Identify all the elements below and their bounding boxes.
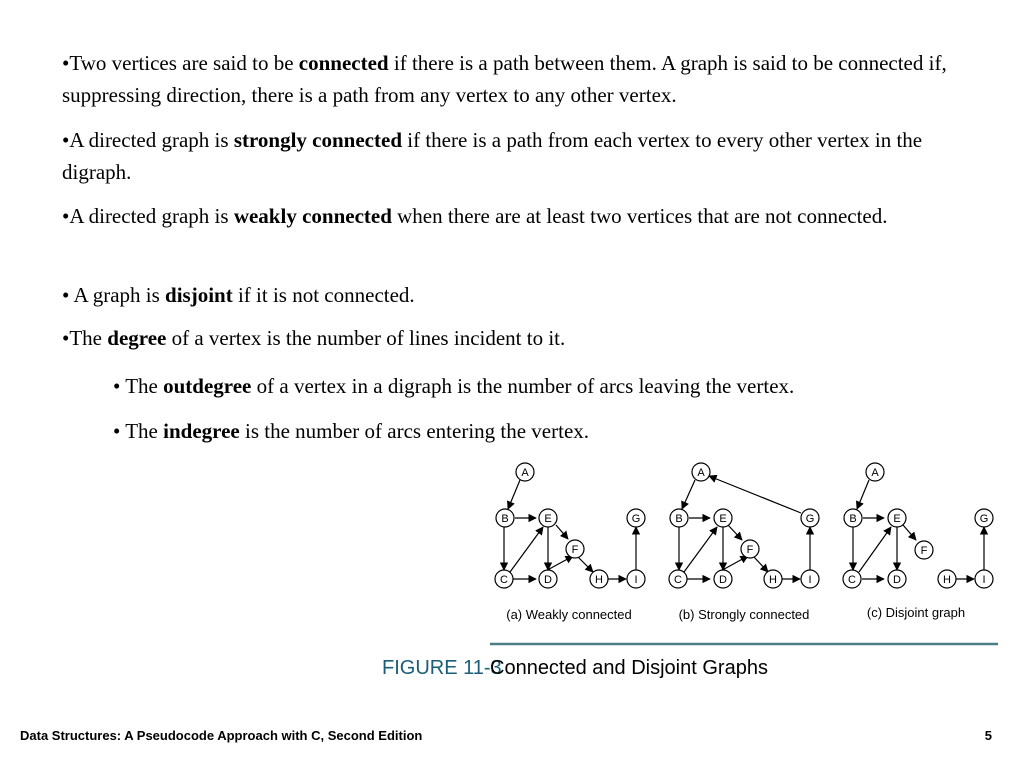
term-outdegree: outdegree — [163, 374, 252, 398]
vertex-label: E — [544, 513, 552, 525]
bullet-strongly-connected: •A directed graph is strongly connected if there is a path from each vertex to every other vertex in the digraph. — [62, 128, 923, 184]
vertex-label: F — [571, 544, 579, 556]
figure-connected-disjoint-graphs — [370, 455, 1010, 695]
vertex-label: A — [521, 467, 529, 479]
vertex-label: H — [769, 574, 777, 586]
vertex-label: I — [982, 574, 986, 586]
vertex-label: F — [920, 545, 928, 557]
footer-page-number: 5 — [984, 728, 992, 743]
vertex-label: G — [805, 513, 815, 525]
vertex-label: H — [943, 574, 951, 586]
bullet-weakly-connected: •A directed graph is weakly connected when there are at least two vertices that are not connected. — [62, 204, 888, 228]
vertex-label: D — [544, 574, 552, 586]
bullet-degree: •The degree of a vertex is the number of lines incident to it. — [62, 326, 566, 350]
vertex-label: C — [674, 574, 682, 586]
caption-disjoint-graph: (c) Disjoint graph — [866, 605, 966, 620]
term-degree: degree — [107, 326, 167, 350]
term-indegree: indegree — [163, 419, 240, 443]
vertex-label: D — [893, 574, 901, 586]
vertex-label: B — [675, 513, 683, 525]
vertex-label: A — [697, 467, 705, 479]
figure-title: Connected and Disjoint Graphs — [490, 657, 768, 679]
vertex-label: F — [746, 544, 754, 556]
vertex-label: C — [848, 574, 856, 586]
term-strongly-connected: strongly connected — [233, 128, 402, 152]
graph-disjoint — [843, 463, 993, 620]
vertex-label: E — [719, 513, 727, 525]
term-weakly-connected: weakly connected — [233, 204, 392, 228]
footer-book-title: Data Structures: A Pseudocode Approach with C, Second Edition — [20, 728, 423, 743]
vertex-label: E — [893, 513, 901, 525]
vertex-label: G — [979, 513, 989, 525]
term-connected: connected — [298, 51, 389, 75]
vertex-label: B — [849, 513, 857, 525]
caption-weakly-connected: (a) Weakly connected — [506, 607, 632, 622]
vertex-label: H — [595, 574, 603, 586]
figure-label: FIGURE 11-3 — [382, 657, 502, 679]
bullet-disjoint: • A graph is disjoint if it is not connected. — [62, 283, 415, 307]
graph-strongly-connected — [669, 463, 819, 622]
vertex-label: C — [500, 574, 508, 586]
vertex-label: G — [631, 513, 641, 525]
bullet-indegree: • The indegree is the number of arcs entering the vertex. — [113, 419, 590, 443]
vertex-label: I — [634, 574, 638, 586]
vertex-label: A — [871, 467, 879, 479]
caption-strongly-connected: (b) Strongly connected — [678, 607, 810, 622]
graph-weakly-connected — [495, 463, 645, 622]
bullet-outdegree: • The outdegree of a vertex in a digraph is the number of arcs leaving the vertex. — [113, 374, 795, 398]
vertex-label: I — [808, 574, 812, 586]
term-disjoint: disjoint — [165, 283, 233, 307]
vertex-label: B — [501, 513, 509, 525]
bullet-connected: •Two vertices are said to be connected if there is a path between them. A graph is said to be connected if, suppressing direction, there is a path from any vertex to any other vertex. — [62, 51, 947, 107]
vertex-label: D — [719, 574, 727, 586]
